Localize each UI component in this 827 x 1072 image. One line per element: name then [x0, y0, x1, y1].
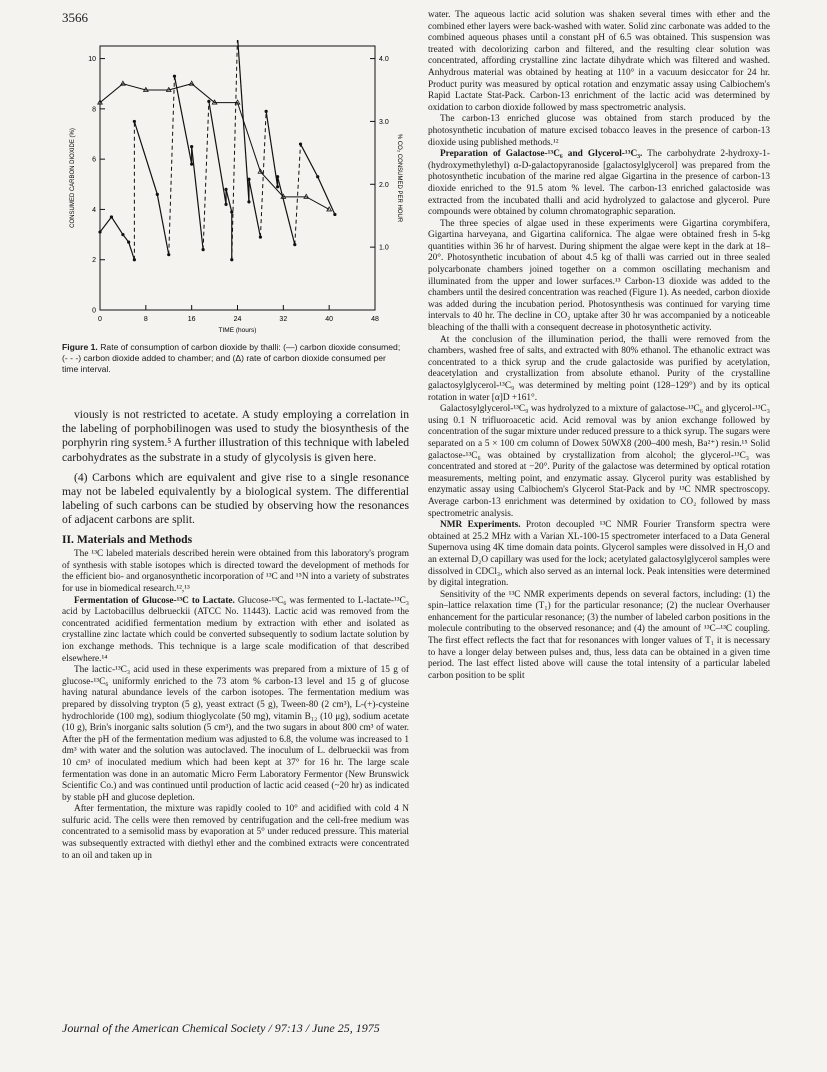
paragraph: [62, 596, 409, 666]
figure-caption: [62, 342, 402, 374]
co2-consumed-segment: [100, 217, 111, 232]
journal-footer: Journal of the American Chemical Society / 97:13 / June 25, 1975: [62, 1021, 380, 1035]
co2-consumed-segment: [318, 177, 335, 215]
run-in-heading: NMR Experiments.: [440, 520, 521, 531]
co2-consumed-point: [247, 178, 250, 181]
paragraph: [428, 149, 770, 219]
co2-consumed-point: [224, 203, 227, 206]
x-axis-label: TIME (hours): [218, 327, 257, 334]
caption-label: Figure 1.: [62, 342, 98, 352]
co2-consumed-point: [230, 210, 233, 213]
paragraph-text: Glucose-¹³C₆ was fermented to L-lactate-¹³C₃ acid by Lactobacillus delbrueckii (ATCC No. 11443). Lactic acid was removed from the concentrated acidified fermentation medium by extraction with ether and isolated as crystalline zinc lactate which could be converted subsequently to sodium lactate solution by ion exchange methods. This technique is a large scale modification of that described elsewhere.¹⁴: [62, 595, 410, 664]
paragraph: The ¹³C labeled materials described herein were obtained from this laboratory's program of synthesis with stable isotopes which is directed toward the development of methods for the efficient bio- and organosynthetic incorporation of ¹³C and ¹⁵N into a variety of substrates for use in biomedical research.¹²,¹³: [62, 549, 409, 594]
paragraph: (4) Carbons which are equivalent and give rise to a single resonance may not be labeled equivalently by a biological system. The differential labeling of such carbons can be studied by observing how the resonances of adjacent carbons are split.: [62, 470, 409, 527]
co2-consumed-point: [265, 110, 268, 113]
y-tick-label: 10: [88, 56, 96, 64]
x-tick-label: 8: [143, 316, 148, 323]
co2-consumed-segment: [157, 194, 168, 254]
co2-consumed-segment: [111, 217, 122, 235]
co2-added-segment: [295, 144, 301, 245]
co2-consumed-segment: [129, 242, 135, 260]
paragraph: viously is not restricted to acetate. A study employing a correlation in the labeling of porphobilinogen was used to study the biosynthesis of the porphyrin ring system.⁵ A further illustration of this technique with labeled carbohydrates as the substrate in a study of glycolysis is given here.: [62, 408, 409, 464]
x-tick-label: 0: [98, 316, 102, 323]
co2-consumption-chart: [62, 40, 409, 340]
paragraph-text: The carbohydrate 2-hydroxy-1-(hydroxymethylethyl) α-D-galactopyranoside [galactosylglycerol] was prepared from the photosynthetic incubation of the marine red algae Gigartina in the presence of carbon-13 dioxide enriched to the 91.5 atom % level. The carbon-13 enriched galactoside was extracted from the incubated thalli and acid hydrolyzed to galactose and glycerol. Pure compounds were obtained by column chromatographic separation.: [428, 149, 771, 218]
y2-tick-label: 4.0: [379, 56, 389, 64]
co2-consumed-point: [333, 213, 336, 216]
paragraph-text: Proton decoupled ¹³C NMR Fourier Transform spectra were obtained at 25.2 MHz with a Varian XL-100-15 spectrometer interfaced to a Data General Supernova using 4K time domain data points. Glycerol samples were dissolved in H₂O and an external D₂O capillary was used for the lock; acetylated galactosylglycerol samples were dissolved in CDCl₃, which also served as an internal lock. Peak intensities were determined by digital integration.: [428, 520, 770, 589]
co2-consumed-point: [276, 185, 279, 188]
co2-consumed-point: [276, 175, 279, 178]
paragraph: [428, 520, 770, 590]
run-in-heading: Preparation of Galactose-¹³C₆ and Glycerol-¹³C₃.: [440, 149, 643, 160]
co2-consumed-segment: [249, 179, 260, 237]
paragraph: water. The aqueous lactic acid solution was shaken several times with ether and the combined ether layers were back-washed with water. Solid zinc carbonate was added to the combined aqueous phases until a constant pH of 6.5 was obtained. This suspension was treated with decolorizing carbon and filtered, and the resulting clear solution was concentrated, affording crystalline zinc lactate dihydrate which was filtered and washed. Anhydrous material was obtained by heating at 110° in a vacuum desiccator for 24 hr. Product purity was measured by optical rotation and enzymatic assay using Calbiochem's Rapid Lactate Stat-Pack. Carbon-13 enrichment of the lactic acid was determined by oxidation to carbon dioxide followed by mass spectrometric analysis.: [428, 10, 770, 113]
y-tick-label: 6: [92, 156, 96, 164]
y-tick-label: 0: [92, 307, 96, 315]
co2-added-segment: [169, 76, 175, 255]
page-number: 3566: [62, 10, 88, 25]
co2-consumed-segment: [278, 177, 295, 245]
co2-consumed-segment: [301, 144, 318, 177]
x-tick-label: 40: [325, 316, 334, 323]
y2-axis-label: % CO₂ CONSUMED PER HOUR: [396, 133, 402, 223]
plot-frame: [100, 46, 375, 310]
co2-consumed-point: [156, 193, 159, 196]
co2-consumed-point: [190, 145, 193, 148]
co2-consumed-point: [98, 230, 101, 233]
y-axis-label: CONSUMED CARBON DIOXIDE (%): [70, 128, 76, 228]
co2-consumed-segment: [174, 76, 191, 164]
caption-text: Rate of consumption of carbon dioxide by thalli: (—) carbon dioxide consumed; (- - -) carbon dioxide added to chamber; and (Δ) rate of carbon dioxide consumed per time interval.: [62, 342, 401, 374]
section-heading: II. Materials and Methods: [62, 532, 193, 546]
paragraph: The carbon-13 enriched glucose was obtained from starch produced by the photosynthetic incubation of mature excised tobacco leaves in the presence of carbon-13 dioxide using published methods.¹²: [428, 114, 770, 148]
x-tick-label: 32: [279, 316, 288, 323]
y2-tick-label: 2.0: [379, 181, 389, 189]
y2-tick-label: 3.0: [379, 118, 389, 126]
left-column: [62, 408, 409, 862]
x-tick-label: 48: [371, 316, 379, 323]
co2-consumed-point: [127, 241, 130, 244]
paragraph: The three species of algae used in these experiments were Gigartina corymbifera, Gigartina harveyana, and Gigartina californica. The algae were obtained fresh in 5-kg quantities within 36 hr of harvest. During shipment the algae were kept in the dark at 18–20°. Photosynthetic incubation of about 4.5 kg of thalli was carried out in three sealed polycarbonate chambers joined together on a common oscillating mechanism and illuminated from the upper and lower surfaces.¹³ Carbon-13 dioxide was added to the chambers until the desired concentration was reached (Figure 1). As needed, carbon dioxide was added during the incubation period. Photosynthesis was continued for varying time intervals to 40 hr. The decline in CO₂ uptake after 30 hr was accompanied by a noticeable bleaching of the thalli with a consequent decrease in photosynthetic activity.: [428, 218, 770, 334]
co2-added-segment: [203, 101, 209, 249]
co2-consumed-segment: [209, 101, 226, 204]
figure-1: [62, 40, 409, 385]
co2-consumed-point: [247, 200, 250, 203]
right-column: [428, 10, 770, 682]
co2-consumed-point: [190, 163, 193, 166]
co2-consumed-segment: [266, 111, 277, 186]
paragraph: Galactosylglycerol-¹³C₉ was hydrolyzed to a mixture of galactose-¹³C₆ and glycerol-¹³C₃ using 0.1 N trifluoroacetic acid. Acid removal was by anion exchange followed by concentration of the sugar mixture under reduced pressure to a thick syrup. The sugars were separated on a 5 × 100 cm column of Dowex 50WX8 (200–400 mesh, Ba²⁺) resin.¹⁵ Solid galactose-¹³C₆ was obtained by crystallization from alcohol; the glycerol-¹³C₃ was concentrated and stored at −20°. Purity of the galactose was determined by optical rotation measurements, melting point, and enzymatic assay. Glycerol purity was established by enzymatic assay using Calbiochem's Glycerol Stat-Pack and by ¹³C NMR spectroscopy. Average carbon-13 enrichment was determined by oxidation to CO₂ followed by mass spectrometric analysis.: [428, 404, 770, 519]
co2-consumed-point: [110, 215, 113, 218]
paragraph: The lactic-¹³C₃ acid used in these experiments was prepared from a mixture of 15 g of glucose-¹³C₆ uniformly enriched to the 73 atom % carbon-13 level and 15 g of glucose having natural abundance levels of the carbon isotopes. The fermentation medium was prepared by dissolving trypton (5 g), yeast extract (5 g), Tween-80 (2 cm³), L-(+)-cysteine hydrochloride (100 mg), sodium thioglycolate (50 mg), vitamin B₁₂ (10 μg), sodium acetate (10 g), Brin's inorganic salts solution (5 cm³), and the two sugars in about 800 cm³ of water. After the pH of the fermentation medium was adjusted to 6.8, the volume was increased to 1 dm³ with water and the solution was autoclaved. The inoculum of L. delbrueckii was from 10 cm³ of inoculated medium which had been kept at 37° for 16 hr. The large scale fermentation was done in an automatic Micro Ferm Laboratory Fermentor (New Brunswick Scientific Co.) and was continued until production of lactic acid ceased (~20 hr) as indicated by stable pH and glucose depletion.: [62, 665, 409, 803]
co2-consumed-segment: [226, 189, 232, 212]
x-tick-label: 16: [187, 316, 196, 323]
y-tick-label: 8: [92, 106, 96, 114]
co2-consumed-segment: [192, 147, 203, 250]
co2-consumed-point: [316, 175, 319, 178]
paragraph: Sensitivity of the ¹³C NMR experiments depends on several factors, including: (1) the spin–lattice relaxation time (T₁) for the particular resonance; (2) the nuclear Overhauser enhancement for the particular resonance; (3) the number of labeled carbon positions in the molecule contributing to the observed resonance; and (4) the amount of ¹³C–¹³C coupling. The first effect reflects the fact that for resonances with longer values of T₁ it is necessary to have a longer delay between pulses and, thus, less data can be obtained in a given time period. The last effect listed above will cause the total intensity of a particular labeled carbon position to be split: [428, 589, 770, 681]
co2-consumed-point: [121, 233, 124, 236]
paragraph: At the conclusion of the illumination period, the thalli were removed from the chambers, washed free of salts, and extracted with 80% ethanol. The ethanolic extract was concentrated to a thick syrup and the crude galactoside was purified by acetylation, deacetylation and crystallization from absolute ethanol. Purity of the crystalline galactosylglycerol-¹³C₉ was determined by melting point (128–129°) and by its optical rotation in water [α]D +161°.: [428, 334, 770, 403]
y2-tick-label: 1.0: [379, 244, 389, 252]
co2-consumed-point: [224, 188, 227, 191]
paragraph: After fermentation, the mixture was rapidly cooled to 10° and acidified with cold 4 N sulfuric acid. The cells were then removed by centrifugation and the cell-free medium was concentrated to a semisolid mass by evaporation at 5° under reduced pressure. This material was subsequently extracted with diethyl ether and the combined extracts were concentrated to an oil and taken up in: [62, 804, 409, 861]
co2-added-segment: [232, 40, 238, 260]
y-tick-label: 4: [92, 206, 96, 214]
y-tick-label: 2: [92, 257, 96, 265]
x-tick-label: 24: [233, 316, 242, 323]
co2-consumed-segment: [134, 121, 157, 194]
run-in-heading: Fermentation of Glucose-¹³C to Lactate.: [74, 595, 235, 606]
